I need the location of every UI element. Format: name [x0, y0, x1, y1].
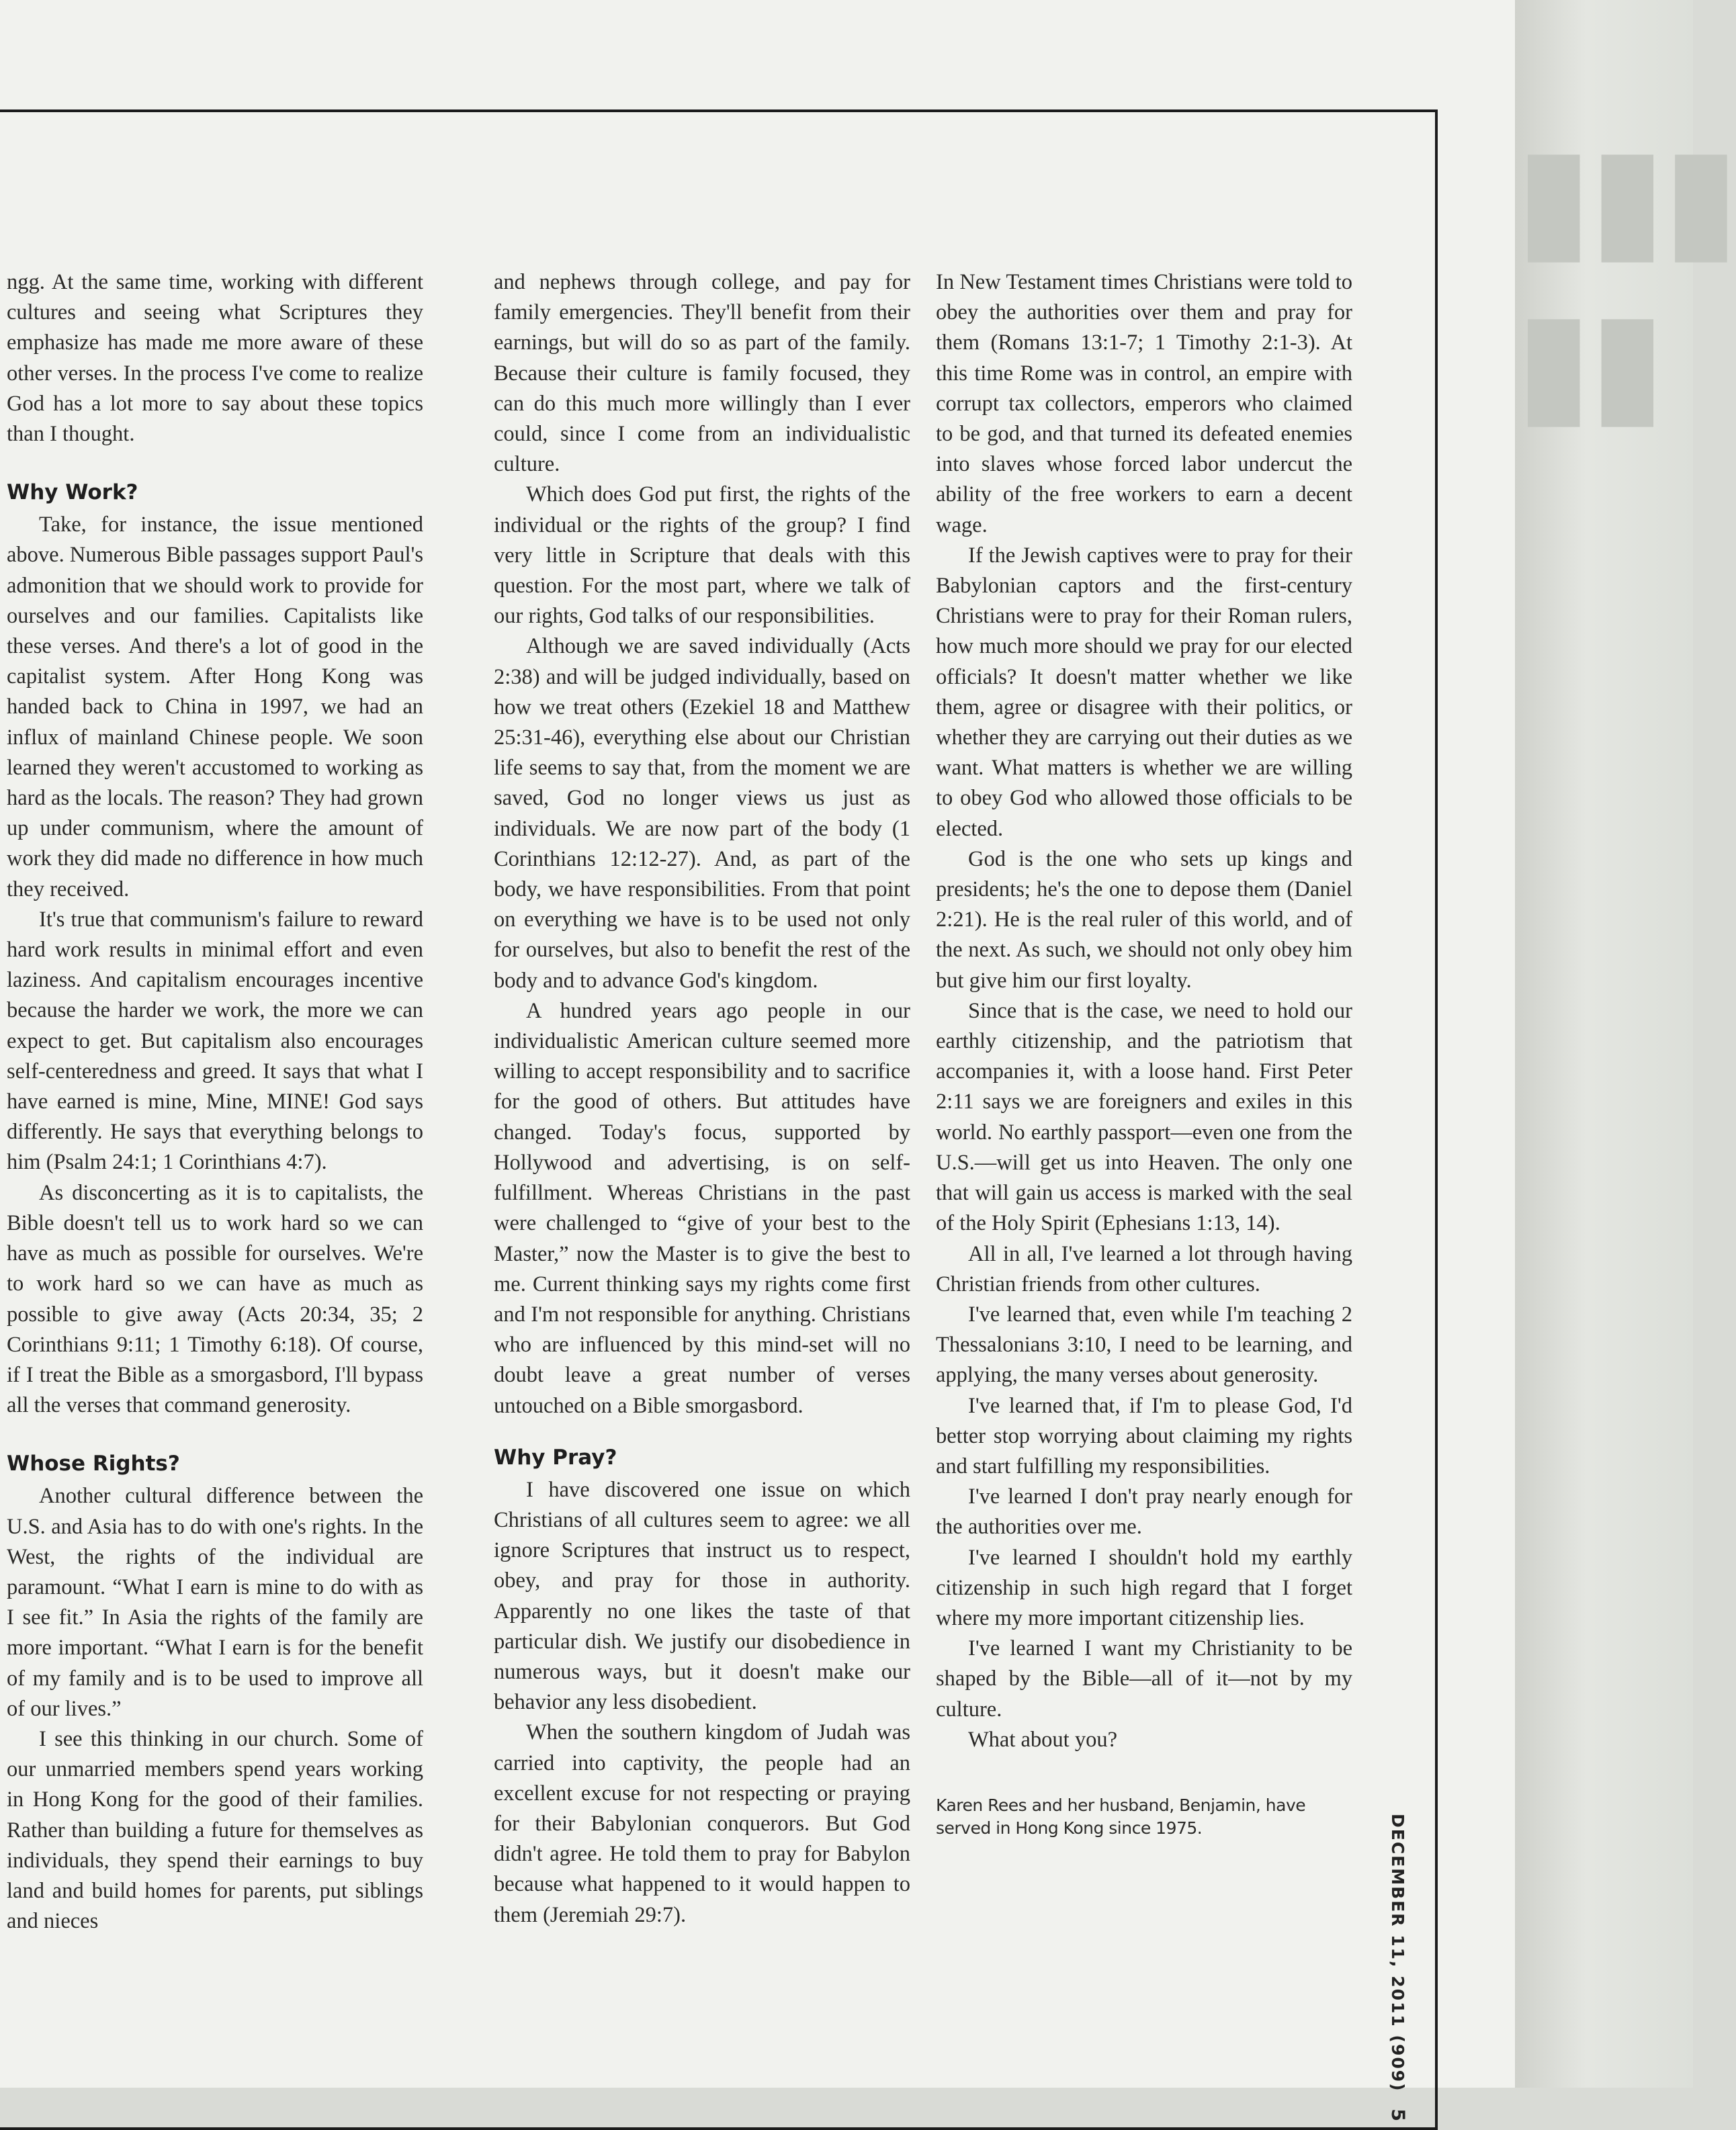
article-column-3 [936, 267, 1352, 1840]
paragraph: God is the one who sets up kings and presidents; he's the one to depose them (Daniel 2:21). He is the real ruler of this world, and of the next. As such, we should not only obey him but give him our first loyalty. [936, 846, 1352, 993]
page-folio [1377, 1814, 1408, 2123]
author-bio: Karen Rees and her husband, Benjamin, have served in Hong Kong since 1975. [936, 1795, 1306, 1838]
paragraph: In New Testament times Christians were told to obey the authorities over them and pray for them (Romans 13:1-7; 1 Timothy 2:1-3). At this time Rome was in control, an empire with corrupt tax collectors, emperors who claimed to be god, and that turned its defeated enemies into slaves whose forced labor undercut the ability of the free workers to earn a decent wage. [936, 270, 1352, 537]
paragraph: ngg. At the same time, working with different cultures and seeing what Scriptures they emphasize has made me more aware of these other verses. In the process I've come to realize God has a lot more to say about these topics than I thought. [7, 270, 423, 447]
paragraph: Which does God put first, the rights of the individual or the rights of the group? I find very little in Scripture that deals with this question. For the most part, where we talk of our rights, God talks of our responsibilities. [494, 482, 910, 629]
facing-page-edge [1515, 0, 1736, 2088]
paragraph: I've learned I want my Christianity to be shaped by the Bible—all of it—not by my culture. [936, 1636, 1352, 1722]
paragraph: and nephews through college, and pay for family emergencies. They'll benefit from their earnings, but will do so as part of the family. Because their culture is family focused, they can do this much more willingly than I ever could, since I come from an individualistic culture. [494, 270, 910, 477]
section-heading-whose-rights: Whose Rights? [7, 1452, 180, 1476]
paragraph: I have discovered one issue on which Christians of all cultures seem to agree: we all ignore Scriptures that instruct us to respect, obey, and pray for those in authority. Apparently no one likes the taste of that particular dish. We justify our disobedience in numerous ways, but it doesn't make our behavior any less disobedient. [494, 1477, 910, 1715]
paragraph: What about you? [968, 1727, 1118, 1752]
section-heading-why-work: Why Work? [7, 480, 138, 505]
paragraph: I see this thinking in our church. Some of our unmarried members spend years working in Hong Kong for the good of their families. Rather than building a future for themselves as individuals, they spend their earnings to buy land and build homes for parents, put siblings and nieces [7, 1726, 423, 1934]
paragraph: I've learned that, even while I'm teaching 2 Thessalonians 3:10, I need to be learning, and applying, the many verses about generosity. [936, 1302, 1352, 1388]
paragraph: Since that is the case, we need to hold our earthly citizenship, and the patriotism that accompanies it, with a loose hand. First Peter 2:11 says we are foreigners and exiles in this world. No earthly passport—even one from the U.S.—will get us into Heaven. The only one that will gain us access is marked with the seal of the Holy Spirit (Ephesians 1:13, 14). [936, 998, 1352, 1236]
paragraph: I've learned that, if I'm to please God, I'd better stop worrying about claiming my rights and start fulfilling my responsibilities. [936, 1393, 1352, 1478]
paragraph: All in all, I've learned a lot through having Christian friends from other cultures. [936, 1241, 1352, 1296]
paragraph: I've learned I shouldn't hold my earthly citizenship in such high regard that I forget where my more important citizenship lies. [936, 1545, 1352, 1630]
paragraph: Although we are saved individually (Acts 2:38) and will be judged individually, based on how we treat others (Ezekiel 18 and Matthew 25:31-46), everything else about our Christian life seems to say that, from the moment we are saved, God no longer views us just as individuals. We are now part of the body (1 Corinthians 12:12-27). And, as part of the body, we have responsibilities. From that point on everything we have is to be used not only for ourselves, but also to benefit the rest of the body and to advance God's kingdom. [494, 634, 910, 993]
article-column-1 [7, 267, 423, 1937]
paragraph: When the southern kingdom of Judah was carried into captivity, the people had an excellent excuse for not respecting or praying for their Babylonian conquerors. But God didn't agree. He told them to pray for Babylon because what happened to it would happen to them (Jeremiah 29:7). [494, 1720, 910, 1927]
paragraph: If the Jewish captives were to pray for their Babylonian captors and the first-century Christians were to pray for their Roman rulers, how much more should we pray for our elected officials? It doesn't matter whether we like them, agree or disagree with their politics, or whether they are carrying out their duties as we want. What matters is whether we are willing to obey God who allowed those officials to be elected. [936, 543, 1352, 841]
paragraph: Take, for instance, the issue mentioned above. Numerous Bible passages support Paul's admonition that we should work to provide for ourselves and our families. Capitalists like these verses. And there's a lot of good in the capitalist system. After Hong Kong was handed back to China in 1997, we had an influx of mainland Chinese people. We soon learned they weren't accustomed to working as hard as the locals. The reason? They had grown up under communism, where the amount of work they did made no difference in how much they received. [7, 513, 423, 901]
issue-date: DECEMBER 11, 2011 [1388, 1814, 1407, 2028]
article-column-2 [494, 267, 910, 1931]
paragraph: I've learned I don't pray nearly enough for the authorities over me. [936, 1484, 1352, 1540]
section-heading-why-pray: Why Pray? [494, 1445, 617, 1470]
paragraph: It's true that communism's failure to reward hard work results in minimal effort and even laziness. And capitalism encourages incentive because the harder we work, the more we can expect to get. But capitalism also encourages self-centeredness and greed. It says that what I have earned is mine, Mine, MINE! God says differently. He says that everything belongs to him (Psalm 24:1; 1 Corinthians 4:7). [7, 907, 423, 1175]
paragraph: As disconcerting as it is to capitalists, the Bible doesn't tell us to work hard so we can have as much as possible for ourselves. We're to work hard so we can have as much as possible to give away (Acts 20:34, 35; 2 Corinthians 9:11; 1 Timothy 6:18). Of course, if I treat the Bible as a smorgasbord, I'll bypass all the verses that command generosity. [7, 1180, 423, 1418]
bleed-through-heading-shape: ▮▮▮ ▮▮ [1515, 114, 1736, 443]
paragraph: A hundred years ago people in our individualistic American culture seemed more willing to accept responsibility and to sacrifice for the good of others. But attitudes have changed. Today's focus, supported by Hollywood and advertising, is on self-fulfillment. Whereas Christians in the past were challenged to “give of your best to the Master,” now the Master is to give the best to me. Current thinking says my rights come first and I'm not responsible for anything. Christians who are influenced by this mind-set will no doubt leave a great number of verses untouched on a Bible smorgasbord. [494, 998, 910, 1418]
issue-number: (909) [1388, 2035, 1407, 2092]
page-number: 5 [1387, 2109, 1408, 2123]
paragraph: Another cultural difference between the U.S. and Asia has to do with one's rights. In the West, the rights of the individual are paramount. “What I earn is mine to do with as I see fit.” In Asia the rights of the family are more important. “What I earn is for the benefit of my family and is to be used to improve all of our lives.” [7, 1484, 423, 1721]
